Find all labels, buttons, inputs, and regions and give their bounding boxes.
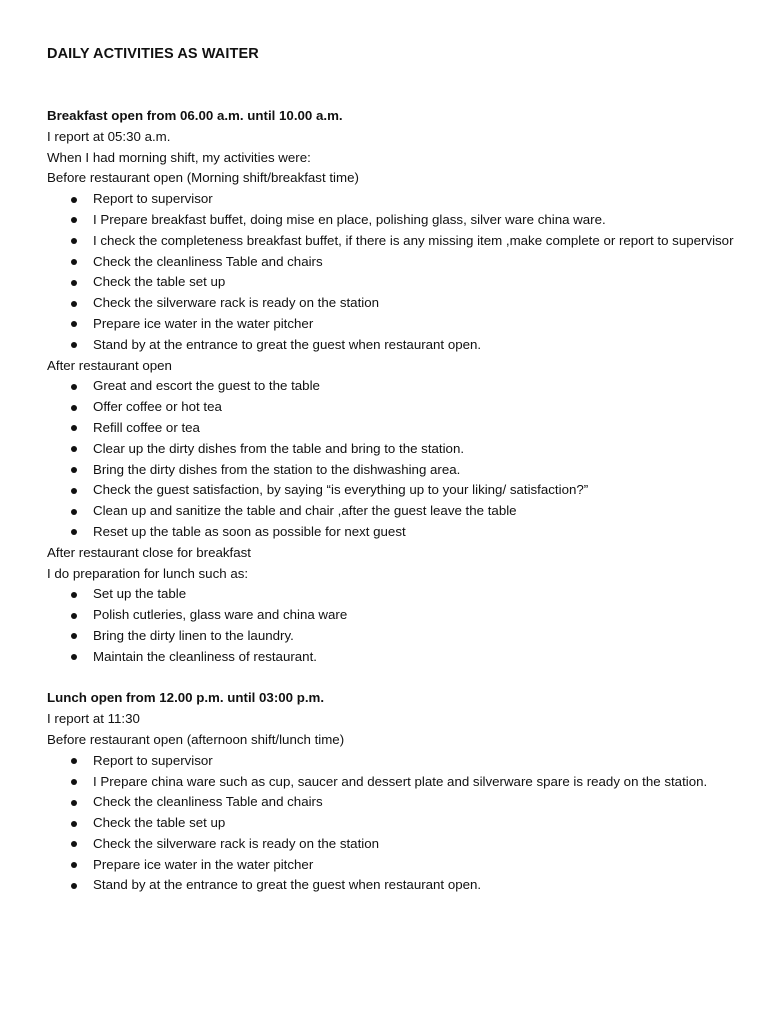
bullet-icon <box>71 862 77 868</box>
list-item-text: Check the guest satisfaction, by saying “is everything up to your liking/ satisfaction?” <box>93 482 589 498</box>
bullet-icon <box>71 800 77 806</box>
bullet-icon <box>71 613 77 619</box>
list-item-text: Prepare ice water in the water pitcher <box>93 856 314 872</box>
list-item <box>47 210 737 231</box>
list-item <box>47 376 737 397</box>
lunch-before-label: Before restaurant open (afternoon shift/lunch time) <box>47 731 345 747</box>
breakfast-after-list <box>47 376 737 542</box>
list-item-text: Offer coffee or hot tea <box>93 399 222 415</box>
bullet-icon <box>71 821 77 827</box>
breakfast-close-label: After restaurant close for breakfast <box>47 544 251 560</box>
lunch-prep-list <box>47 584 737 667</box>
lunch-heading: Lunch open from 12.00 p.m. until 03:00 p.m. <box>47 690 325 706</box>
list-item <box>47 335 737 356</box>
list-item <box>47 189 737 210</box>
list-item <box>47 460 737 481</box>
list-item-text: Maintain the cleanliness of restaurant. <box>93 648 317 664</box>
list-item <box>47 397 737 418</box>
list-item-text: Set up the table <box>93 586 187 602</box>
bullet-icon <box>71 342 77 348</box>
list-item-text: I check the completeness breakfast buffet, if there is any missing item ,make complete or report to supervisor <box>93 232 734 248</box>
lunch-report-time: I report at 11:30 <box>47 711 140 727</box>
bullet-icon <box>71 758 77 764</box>
bullet-icon <box>71 425 77 431</box>
list-item-text: Bring the dirty linen to the laundry. <box>93 627 294 643</box>
breakfast-after-label: After restaurant open <box>47 357 172 373</box>
list-item <box>47 772 737 793</box>
bullet-icon <box>71 405 77 411</box>
section-spacer <box>47 668 737 689</box>
list-item-text: Refill coffee or tea <box>93 419 200 435</box>
document-body <box>47 106 737 896</box>
list-item <box>47 522 737 543</box>
list-item <box>47 480 737 501</box>
list-item <box>47 314 737 335</box>
list-item-text: Clear up the dirty dishes from the table and bring to the station. <box>93 440 465 456</box>
list-item <box>47 751 737 772</box>
document-title: DAILY ACTIVITIES AS WAITER <box>47 46 259 62</box>
list-item <box>47 875 737 896</box>
bullet-icon <box>71 467 77 473</box>
breakfast-before-label: Before restaurant open (Morning shift/breakfast time) <box>47 170 359 186</box>
list-item <box>47 813 737 834</box>
bullet-icon <box>71 217 77 223</box>
list-item <box>47 584 737 605</box>
breakfast-report-time: I report at 05:30 a.m. <box>47 128 171 144</box>
list-item <box>47 272 737 293</box>
bullet-icon <box>71 301 77 307</box>
bullet-icon <box>71 841 77 847</box>
list-item-text: I Prepare breakfast buffet, doing mise en place, polishing glass, silver ware china ware. <box>93 211 606 227</box>
list-item-text: Report to supervisor <box>93 752 213 768</box>
bullet-icon <box>71 384 77 390</box>
list-item <box>47 792 737 813</box>
bullet-icon <box>71 488 77 494</box>
bullet-icon <box>71 238 77 244</box>
list-item-text: Stand by at the entrance to great the guest when restaurant open. <box>93 336 482 352</box>
list-item-text: Bring the dirty dishes from the station to the dishwashing area. <box>93 461 461 477</box>
bullet-icon <box>71 197 77 203</box>
list-item <box>47 293 737 314</box>
list-item <box>47 418 737 439</box>
bullet-icon <box>71 280 77 286</box>
list-item <box>47 252 737 273</box>
list-item-text: Polish cutleries, glass ware and china ware <box>93 607 348 623</box>
list-item-text: Check the silverware rack is ready on the station <box>93 295 380 311</box>
list-item <box>47 647 737 668</box>
list-item-text: Check the table set up <box>93 815 226 831</box>
list-item-text: I Prepare china ware such as cup, saucer and dessert plate and silverware spare is ready on the station. <box>93 773 708 789</box>
bullet-icon <box>71 529 77 535</box>
breakfast-heading: Breakfast open from 06.00 a.m. until 10.00 a.m. <box>47 108 343 123</box>
list-item <box>47 231 737 252</box>
list-item-text: Check the table set up <box>93 274 226 290</box>
list-item-text: Prepare ice water in the water pitcher <box>93 315 314 331</box>
breakfast-intro: When I had morning shift, my activities were: <box>47 149 311 165</box>
bullet-icon <box>71 509 77 515</box>
list-item-text: Great and escort the guest to the table <box>93 378 320 394</box>
list-item-text: Check the cleanliness Table and chairs <box>93 253 323 269</box>
list-item-text: Report to supervisor <box>93 191 213 207</box>
list-item-text: Check the cleanliness Table and chairs <box>93 794 323 810</box>
bullet-icon <box>71 633 77 639</box>
bullet-icon <box>71 592 77 598</box>
list-item <box>47 855 737 876</box>
breakfast-before-list <box>47 189 737 355</box>
list-item <box>47 605 737 626</box>
bullet-icon <box>71 446 77 452</box>
lunch-prep-label: I do preparation for lunch such as: <box>47 565 249 581</box>
list-item <box>47 626 737 647</box>
lunch-before-list <box>47 751 737 897</box>
list-item-text: Clean up and sanitize the table and chair ,after the guest leave the table <box>93 503 517 519</box>
bullet-icon <box>71 883 77 889</box>
list-item-text: Check the silverware rack is ready on the station <box>93 835 380 851</box>
list-item <box>47 439 737 460</box>
bullet-icon <box>71 259 77 265</box>
list-item-text: Stand by at the entrance to great the guest when restaurant open. <box>93 877 482 893</box>
bullet-icon <box>71 779 77 785</box>
list-item-text: Reset up the table as soon as possible for next guest <box>93 523 406 539</box>
list-item <box>47 501 737 522</box>
bullet-icon <box>71 321 77 327</box>
list-item <box>47 834 737 855</box>
bullet-icon <box>71 654 77 660</box>
